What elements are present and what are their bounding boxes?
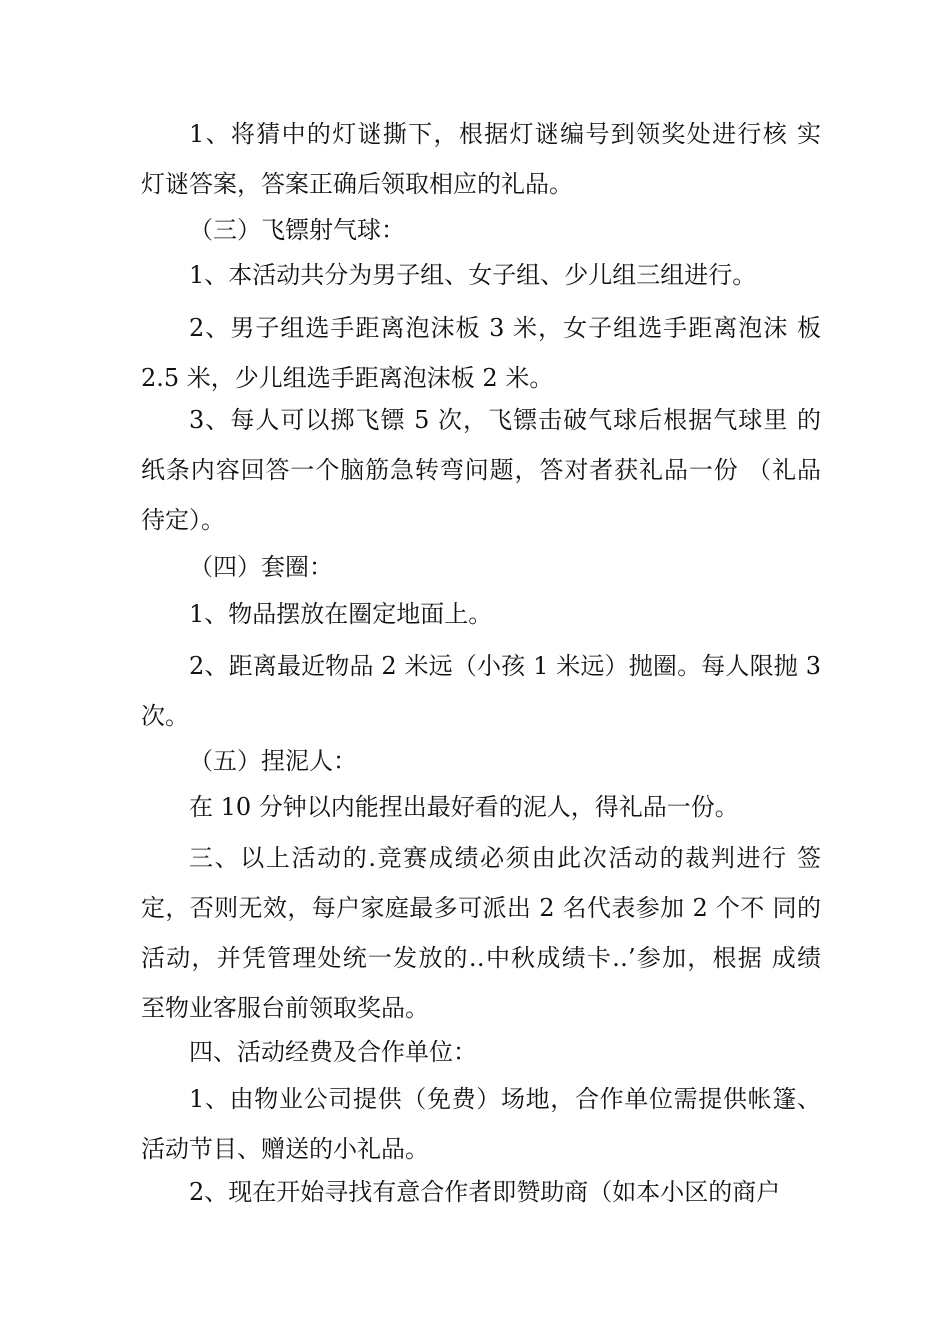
- document-section: [141, 736, 821, 786]
- document-section: [141, 782, 821, 832]
- paragraph-line: 1、本活动共分为男子组、女子组、少儿组三组进行。: [189, 261, 757, 289]
- paragraph-line: 活动，并凭管理处统一发放的‥中秋成绩卡‥’参加，根据 成绩: [141, 944, 821, 972]
- paragraph-line: 1、将猜中的灯谜撕下，根据灯谜编号到领奖处进行核 实: [189, 120, 821, 148]
- document-section: [141, 589, 821, 639]
- document-section: [141, 1074, 821, 1174]
- document-section: [141, 833, 821, 1033]
- paragraph-line: 2.5 米，少儿组选手距离泡沫板 2 米。: [141, 364, 554, 392]
- section-heading: （五）捏泥人：: [189, 747, 357, 775]
- document-body: [141, 109, 821, 209]
- paragraph-line: 纸条内容回答一个脑筋急转弯问题，答对者获礼品一份 （礼品: [141, 456, 821, 484]
- document-section: [141, 303, 821, 403]
- section-heading: （四）套圈：: [189, 553, 333, 581]
- paragraph-line: 1、物品摆放在圈定地面上。: [189, 600, 493, 628]
- paragraph-line: 定，否则无效，每户家庭最多可派出 2 名代表参加 2 个不 同的: [141, 894, 821, 922]
- document-section: [141, 641, 821, 741]
- document-section: [141, 205, 821, 255]
- document-section: [141, 1167, 821, 1217]
- document-section: [141, 542, 821, 592]
- paragraph-line: 次。: [141, 702, 189, 730]
- paragraph-line: 1、由物业公司提供（免费）场地，合作单位需提供帐篷、: [189, 1085, 821, 1113]
- paragraph-line: 2、男子组选手距离泡沫板 3 米，女子组选手距离泡沫 板: [189, 314, 821, 342]
- paragraph-line: 至物业客服台前领取奖品。: [141, 994, 429, 1022]
- section-heading: （三）飞镖射气球：: [189, 216, 405, 244]
- paragraph-line: 2、距离最近物品 2 米远（小孩 1 米远）抛圈。每人限抛 3: [189, 652, 821, 680]
- paragraph-line: 在 10 分钟以内能捏出最好看的泥人，得礼品一份。: [189, 793, 739, 821]
- section-heading: 四、活动经费及合作单位：: [189, 1038, 477, 1066]
- document-section: [141, 250, 821, 300]
- paragraph-line: 待定）。: [141, 506, 225, 534]
- document-section: [141, 1027, 821, 1077]
- paragraph-line: 2、现在开始寻找有意合作者即赞助商（如本小区的商户: [189, 1178, 781, 1206]
- paragraph-line: 灯谜答案，答案正确后领取相应的礼品。: [141, 170, 573, 198]
- document-section: [141, 395, 821, 545]
- paragraph-line: 三、以上活动的.竞赛成绩必须由此次活动的裁判进行 签: [189, 844, 821, 872]
- paragraph-line: 3、每人可以掷飞镖 5 次，飞镖击破气球后根据气球里 的: [189, 406, 821, 434]
- paragraph-line: 活动节目、赠送的小礼品。: [141, 1135, 429, 1163]
